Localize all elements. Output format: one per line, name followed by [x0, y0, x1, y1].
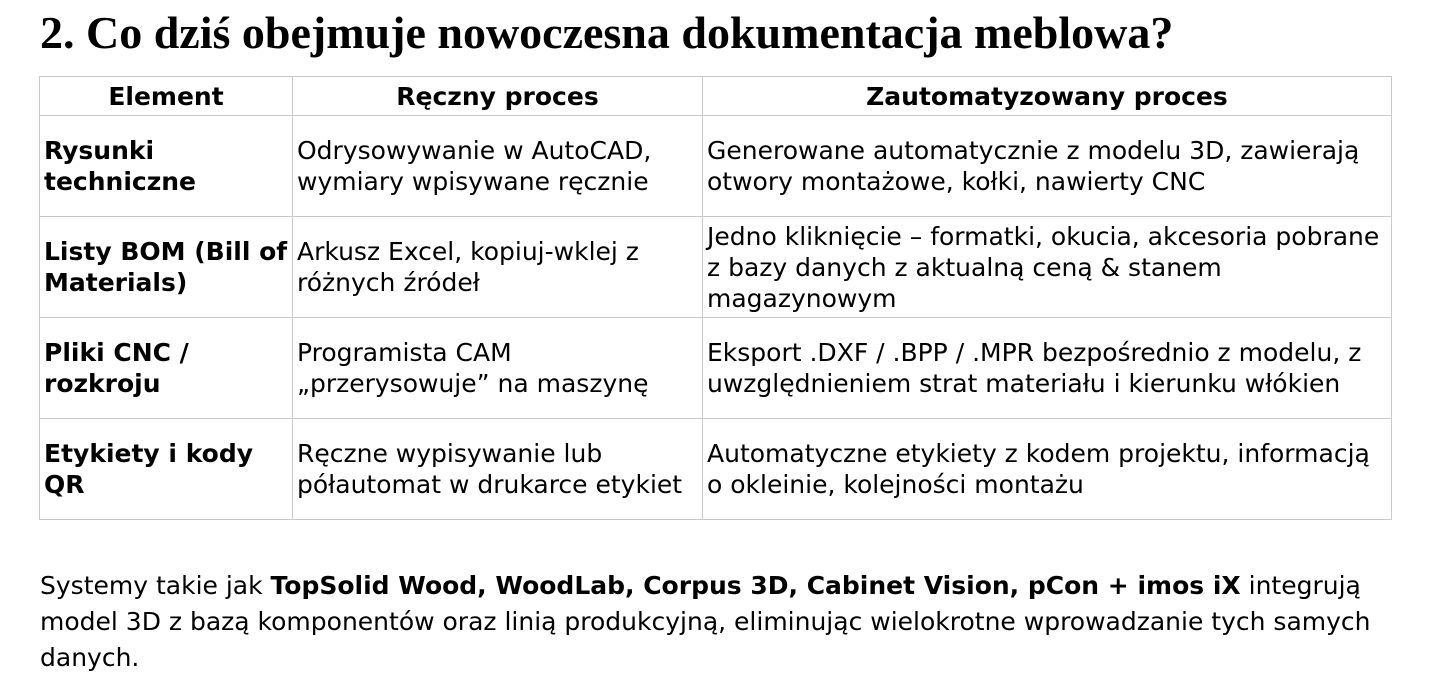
summary-rest: integrują model 3D z bazą komponentów oraz linią produkcyjną, eliminując wielokrotne wprowadzanie tych samych danych.	[40, 571, 1371, 672]
automated-process-cell: Jedno kliknięcie – formatki, okucia, akcesoria pobrane z bazy danych z aktualną ceną & stanem magazynowym	[703, 217, 1392, 318]
summary-systems: TopSolid Wood, WoodLab, Corpus 3D, Cabinet Vision, pCon + imos iX	[270, 571, 1241, 600]
table-row	[40, 217, 1392, 318]
element-cell: Pliki CNC / rozkroju	[40, 318, 293, 419]
page-title: 2. Co dziś obejmuje nowoczesna dokumentacja meblowa?	[40, 7, 1174, 58]
table-row	[40, 318, 1392, 419]
element-cell: Listy BOM (Bill of Materials)	[40, 217, 293, 318]
column-header-manual: Ręczny proces	[293, 77, 703, 116]
column-header-element: Element	[40, 77, 293, 116]
table-row	[40, 419, 1392, 520]
automated-process-cell: Eksport .DXF / .BPP / .MPR bezpośrednio z modelu, z uwzględnieniem strat materiału i kierunku włókien	[703, 318, 1392, 419]
manual-process-cell: Arkusz Excel, kopiuj-wklej z różnych źródeł	[293, 217, 703, 318]
table-row	[40, 116, 1392, 217]
manual-process-cell: Odrysowywanie w AutoCAD, wymiary wpisywane ręcznie	[293, 116, 703, 217]
element-cell: Etykiety i kody QR	[40, 419, 293, 520]
manual-process-cell: Programista CAM „przerysowuje” na maszynę	[293, 318, 703, 419]
automated-process-cell: Automatyczne etykiety z kodem projektu, informacją o okleinie, kolejności montażu	[703, 419, 1392, 520]
column-header-automated: Zautomatyzowany proces	[703, 77, 1392, 116]
summary-paragraph	[40, 568, 1400, 676]
manual-process-cell: Ręczne wypisywanie lub półautomat w drukarce etykiet	[293, 419, 703, 520]
automated-process-cell: Generowane automatycznie z modelu 3D, zawierają otwory montażowe, kołki, nawierty CNC	[703, 116, 1392, 217]
summary-intro: Systemy takie jak	[40, 571, 271, 600]
element-cell: Rysunki techniczne	[40, 116, 293, 217]
table-header-row	[40, 77, 1392, 116]
comparison-table	[39, 76, 1392, 520]
